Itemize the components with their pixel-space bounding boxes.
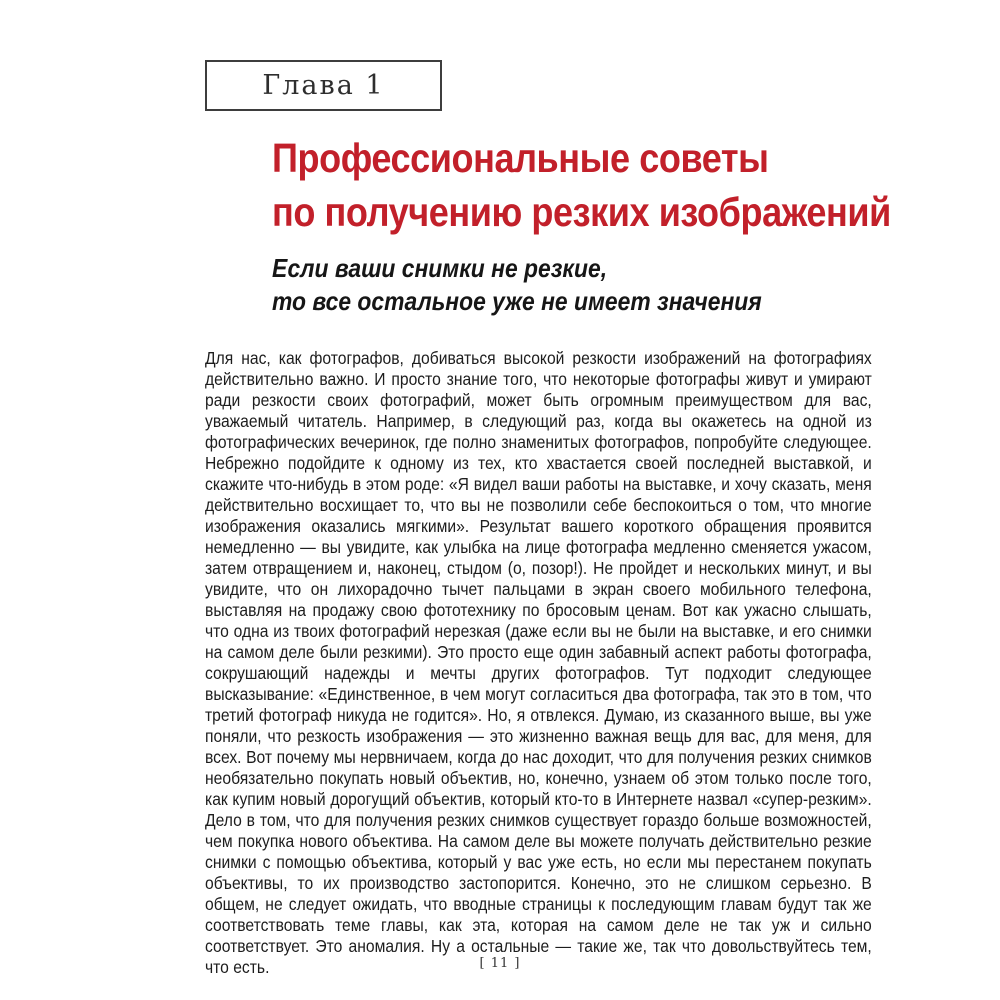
page-subtitle	[272, 252, 829, 318]
body-paragraph: Для нас, как фотографов, добиваться высокой резкости изображений на фотографиях действительно важно. И просто знание того, что некоторые фотографы живут и умирают ради резкости своих фотографий, может быть огромным преимуществом для вас, уважаемый читатель. Например, в следующий раз, когда вы окажетесь на одной из фотографических вечеринок, где полно знаменитых фотографов, попробуйте следующее. Небрежно подойдите к одному из тех, кто хвастается своей последней выставкой, и скажите что-нибудь в этом роде: «Я видел ваши работы на выставке, и хочу сказать, меня действительно восхищает то, что вы не позволили себе беспокоиться о том, что многие изображения оказались мягкими». Результат вашего короткого обращения проявится немедленно — вы увидите, как улыбка на лице фотографа медленно сменяется ужасом, затем отвращением и, наконец, стыдом (о, позор!). Не пройдет и нескольких минут, и вы увидите, что он лихорадочно тычет пальцами в экран своего мобильного телефона, выставляя на продажу свою фототехнику по бросовым ценам. Вот как ужасно слышать, что одна из твоих фотографий нерезкая (даже если вы не были на выставке, и его снимки на самом деле были резкими). Это просто еще один забавный аспект работы фотографа, сокрушающий надежды и мечты других фотографов. Тут подходит следующее высказывание: «Единственное, в чем могут согласиться два фотографа, так это в том, что третий фотограф никуда не годится». Но, я отвлекся. Думаю, из сказанного выше, вы уже поняли, что резкость изображения — это жизненно важная вещь для вас, для меня, для всех. Вот почему мы нервничаем, когда до нас доходит, что для получения резких снимков необязательно покупать новый объектив, но, конечно, узнаем об этом только после того, как купим новый дорогущий объектив, который кто-то в Интернете назвал «супер-резким». Дело в том, что для получения резких снимков существует гораздо больше возможностей, чем покупка нового объектива. На самом деле вы можете получать действительно резкие снимки с помощью объектива, который у вас уже есть, но если мы перестанем покупать объективы, то их производство застопорится. Конечно, это не слишком серьезно. В общем, не следует ожидать, что вводные страницы к последующим главам будут так же соответствовать теме главы, как эта, которая на самом деле не так уж и сильно соответствует. Это аномалия. Ну а остальные — такие же, так что довольствуйтесь тем, что есть.	[205, 348, 872, 977]
page-number: [ 11 ]	[479, 956, 521, 971]
page-subtitle-line2: то все остальное уже не имеет значения	[272, 286, 762, 316]
chapter-label: Глава 1	[262, 70, 385, 101]
page-title-line1: Профессиональные советы	[272, 135, 769, 181]
page-subtitle-line1: Если ваши снимки не резкие,	[272, 253, 608, 283]
page-title	[272, 131, 975, 239]
chapter-label-box	[205, 60, 442, 111]
page-title-line2: по получению резких изображений	[272, 189, 891, 235]
